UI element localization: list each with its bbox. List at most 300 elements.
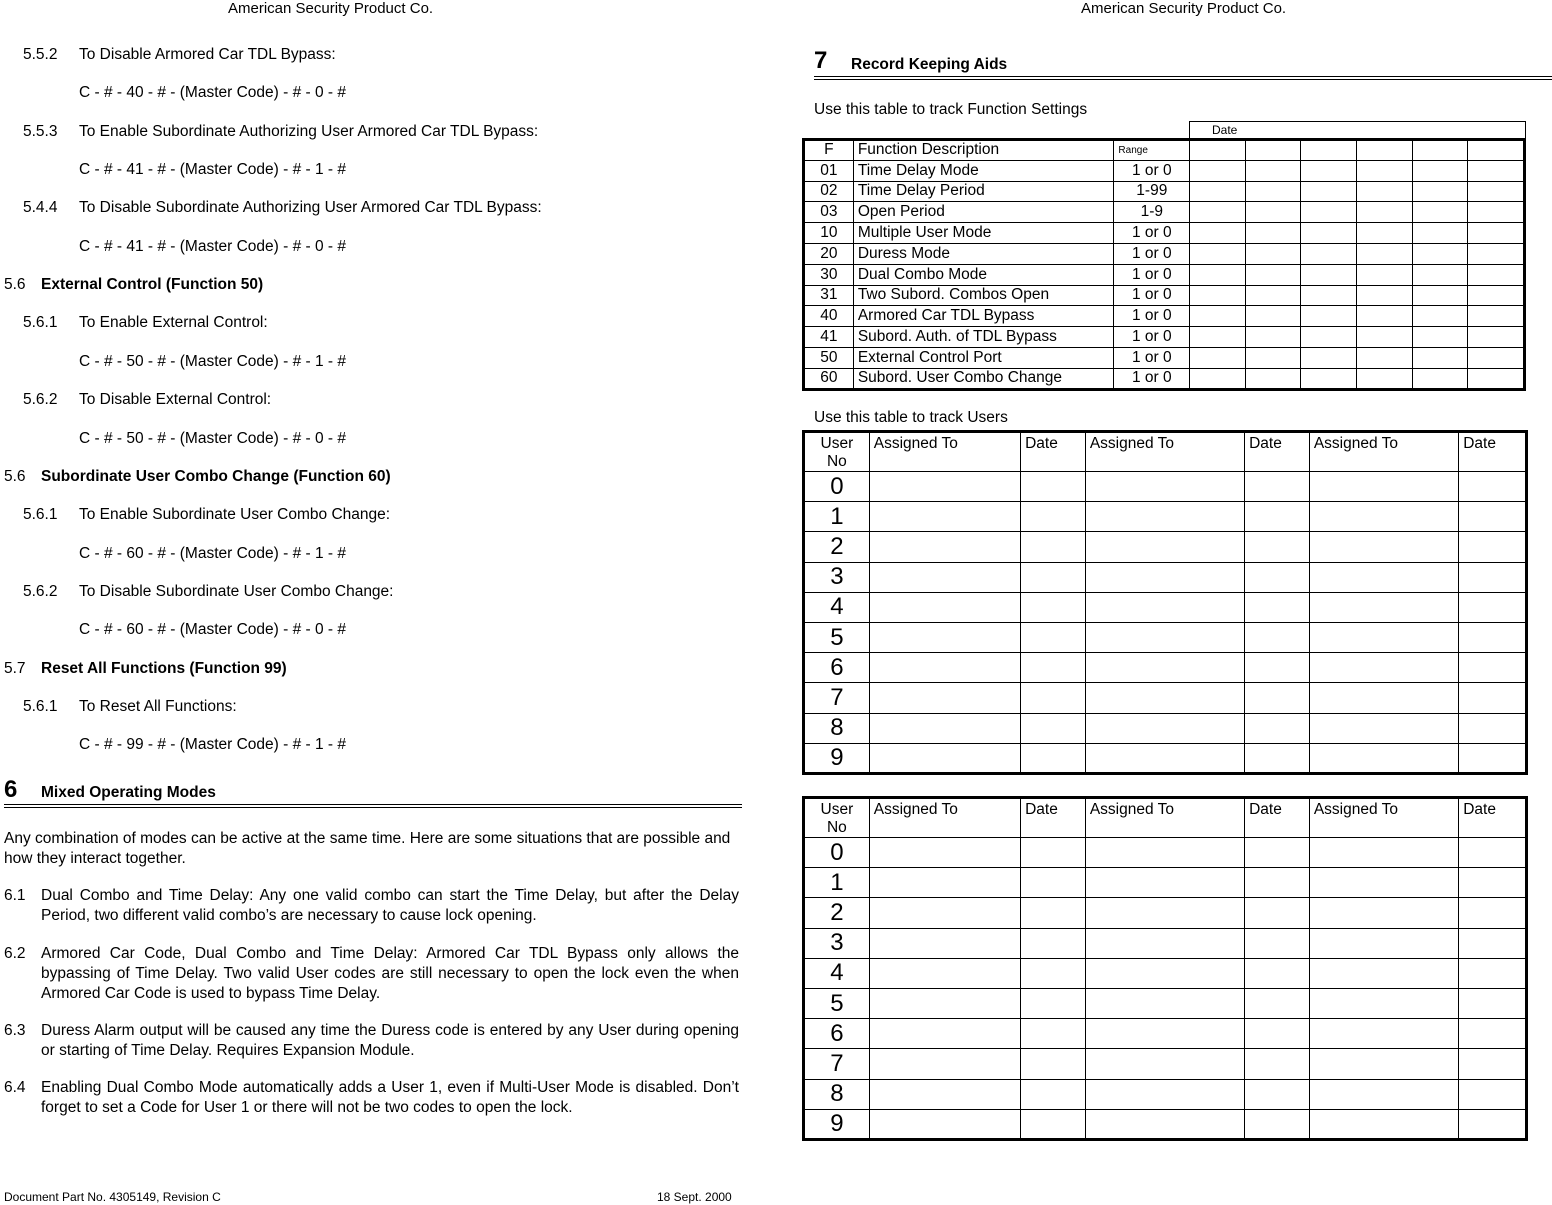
user-entry-cell[interactable] (1245, 1049, 1310, 1079)
user-row (804, 958, 1527, 988)
function-row (804, 285, 1525, 306)
function-setting-cell[interactable] (1245, 327, 1301, 348)
user-entry-cell[interactable] (1021, 868, 1086, 898)
user-entry-cell[interactable] (869, 713, 1020, 743)
user-number: 8 (804, 713, 870, 743)
function-setting-cell[interactable] (1357, 264, 1413, 285)
function-setting-cell[interactable] (1245, 202, 1301, 223)
function-date-cell[interactable] (1190, 140, 1246, 161)
function-setting-cell[interactable] (1412, 306, 1468, 327)
user-entry-cell[interactable] (1459, 898, 1527, 928)
user-entry-cell[interactable] (1085, 683, 1244, 713)
function-setting-cell[interactable] (1468, 160, 1525, 181)
user-entry-cell[interactable] (1459, 1079, 1527, 1109)
function-setting-cell[interactable] (1357, 202, 1413, 223)
section-6-number: 6 (4, 776, 18, 803)
right-page-header: American Security Product Co. (1081, 0, 1287, 17)
function-setting-cell[interactable] (1412, 223, 1468, 244)
user-row (804, 868, 1527, 898)
function-setting-cell[interactable] (1412, 202, 1468, 223)
user-entry-cell[interactable] (1245, 838, 1310, 868)
function-date-header: Date (1189, 121, 1526, 139)
user-row (804, 1079, 1527, 1109)
user-entry-cell[interactable] (1245, 988, 1310, 1018)
function-setting-cell[interactable] (1412, 243, 1468, 264)
user-entry-cell[interactable] (1309, 868, 1458, 898)
function-setting-cell[interactable] (1357, 285, 1413, 306)
users-table-caption: Use this table to track Users (814, 409, 1008, 426)
function-description: Subord. Auth. of TDL Bypass (853, 327, 1114, 348)
keypad-sequence: C - # - 99 - # - (Master Code) - # - 1 - # (79, 736, 347, 753)
user-entry-cell[interactable] (869, 928, 1020, 958)
user-entry-cell[interactable] (869, 1019, 1020, 1049)
mixed-mode-item-number: 6.2 (4, 945, 26, 962)
section-6-title: Mixed Operating Modes (41, 784, 216, 801)
user-entry-cell[interactable] (1245, 592, 1310, 622)
user-entry-cell[interactable] (1021, 988, 1086, 1018)
function-row (804, 327, 1525, 348)
function-description: Two Subord. Combos Open (853, 285, 1114, 306)
users-header-cell: Date (1021, 432, 1086, 472)
function-setting-cell[interactable] (1468, 327, 1525, 348)
user-entry-cell[interactable] (1459, 653, 1527, 683)
function-setting-cell[interactable] (1301, 306, 1357, 327)
subsection-number: 5.6 (4, 276, 26, 293)
step-text: To Disable Subordinate User Combo Change: (79, 583, 394, 600)
user-entry-cell[interactable] (1245, 562, 1310, 592)
function-setting-cell[interactable] (1245, 243, 1301, 264)
function-setting-cell[interactable] (1468, 285, 1525, 306)
function-setting-cell[interactable] (1412, 327, 1468, 348)
user-entry-cell[interactable] (1085, 898, 1244, 928)
step-text: To Reset All Functions: (79, 698, 237, 715)
user-number: 2 (804, 532, 870, 562)
user-entry-cell[interactable] (869, 838, 1020, 868)
function-setting-cell[interactable] (1357, 347, 1413, 368)
function-setting-cell[interactable] (1190, 264, 1246, 285)
function-description: Duress Mode (853, 243, 1114, 264)
user-entry-cell[interactable] (1459, 1049, 1527, 1079)
function-range: 1-99 (1114, 181, 1190, 202)
function-setting-cell[interactable] (1190, 202, 1246, 223)
function-setting-cell[interactable] (1412, 368, 1468, 389)
function-setting-cell[interactable] (1301, 264, 1357, 285)
user-entry-cell[interactable] (1021, 838, 1086, 868)
user-entry-cell[interactable] (869, 1109, 1020, 1139)
function-setting-cell[interactable] (1468, 202, 1525, 223)
function-setting-cell[interactable] (1245, 285, 1301, 306)
user-entry-cell[interactable] (1309, 1079, 1458, 1109)
user-entry-cell[interactable] (1245, 653, 1310, 683)
user-entry-cell[interactable] (1245, 683, 1310, 713)
step-number: 5.6.1 (23, 314, 58, 331)
user-entry-cell[interactable] (1021, 502, 1086, 532)
mixed-modes-intro: Any combination of modes can be active at the same time. Here are some situations that are possible and how they interact together. (4, 830, 731, 867)
function-setting-cell[interactable] (1245, 223, 1301, 244)
keypad-sequence: C - # - 50 - # - (Master Code) - # - 1 - # (79, 353, 347, 370)
function-setting-cell[interactable] (1468, 223, 1525, 244)
users-header-cell: Assigned To (869, 432, 1020, 472)
user-number: 0 (804, 838, 870, 868)
section-6-rule-bottom (4, 807, 742, 808)
step-number: 5.4.4 (23, 199, 58, 216)
function-date-cell[interactable] (1412, 140, 1468, 161)
user-entry-cell[interactable] (1309, 1109, 1458, 1139)
subsection-title: Reset All Functions (Function 99) (41, 660, 287, 677)
users-table-2 (802, 796, 1528, 1141)
user-entry-cell[interactable] (1085, 653, 1244, 683)
user-entry-cell[interactable] (1085, 928, 1244, 958)
user-row (804, 502, 1527, 532)
function-setting-cell[interactable] (1468, 243, 1525, 264)
function-setting-cell[interactable] (1190, 160, 1246, 181)
user-entry-cell[interactable] (1459, 1019, 1527, 1049)
function-range: 1 or 0 (1114, 264, 1190, 285)
users-header-cell: User No (804, 432, 870, 472)
user-entry-cell[interactable] (1459, 838, 1527, 868)
user-entry-cell[interactable] (1245, 928, 1310, 958)
user-row (804, 1109, 1527, 1139)
user-row (804, 622, 1527, 652)
user-entry-cell[interactable] (1245, 532, 1310, 562)
user-entry-cell[interactable] (1309, 502, 1458, 532)
user-entry-cell[interactable] (1245, 502, 1310, 532)
user-number: 2 (804, 898, 870, 928)
user-entry-cell[interactable] (1085, 622, 1244, 652)
user-entry-cell[interactable] (1245, 622, 1310, 652)
user-entry-cell[interactable] (1459, 868, 1527, 898)
user-entry-cell[interactable] (869, 592, 1020, 622)
section-7-number: 7 (814, 47, 828, 74)
function-settings-table (802, 138, 1526, 391)
user-entry-cell[interactable] (1459, 472, 1527, 502)
function-date-cell[interactable] (1245, 140, 1301, 161)
function-number: 30 (804, 264, 854, 285)
function-setting-cell[interactable] (1245, 181, 1301, 202)
user-entry-cell[interactable] (1309, 713, 1458, 743)
step-number: 5.6.2 (23, 583, 58, 600)
function-setting-cell[interactable] (1468, 368, 1525, 389)
user-entry-cell[interactable] (1085, 1019, 1244, 1049)
user-entry-cell[interactable] (1085, 713, 1244, 743)
user-entry-cell[interactable] (1021, 713, 1086, 743)
users-header-cell: Date (1459, 798, 1527, 838)
user-entry-cell[interactable] (1245, 472, 1310, 502)
user-entry-cell[interactable] (1085, 1049, 1244, 1079)
user-entry-cell[interactable] (869, 472, 1020, 502)
user-entry-cell[interactable] (1021, 622, 1086, 652)
user-row (804, 743, 1527, 773)
user-entry-cell[interactable] (1309, 838, 1458, 868)
user-entry-cell[interactable] (1085, 502, 1244, 532)
user-row (804, 1019, 1527, 1049)
function-row (804, 243, 1525, 264)
user-entry-cell[interactable] (1245, 1079, 1310, 1109)
function-range: 1 or 0 (1114, 347, 1190, 368)
step-text: To Enable Subordinate Authorizing User Armored Car TDL Bypass: (79, 123, 539, 140)
function-setting-cell[interactable] (1412, 181, 1468, 202)
function-number: 50 (804, 347, 854, 368)
user-entry-cell[interactable] (1459, 743, 1527, 773)
user-entry-cell[interactable] (1245, 898, 1310, 928)
user-entry-cell[interactable] (1309, 928, 1458, 958)
user-entry-cell[interactable] (1085, 743, 1244, 773)
user-entry-cell[interactable] (1021, 532, 1086, 562)
function-number: 41 (804, 327, 854, 348)
section-6-rule-top (4, 804, 742, 805)
keypad-sequence: C - # - 50 - # - (Master Code) - # - 0 - # (79, 430, 347, 447)
users-table-1 (802, 430, 1528, 775)
user-entry-cell[interactable] (1021, 683, 1086, 713)
function-setting-cell[interactable] (1412, 264, 1468, 285)
user-entry-cell[interactable] (869, 532, 1020, 562)
function-setting-cell[interactable] (1301, 202, 1357, 223)
function-setting-cell[interactable] (1301, 285, 1357, 306)
section-7-title: Record Keeping Aids (851, 56, 1008, 73)
users-header-cell: Date (1245, 798, 1310, 838)
user-entry-cell[interactable] (1245, 743, 1310, 773)
function-number: 60 (804, 368, 854, 389)
user-entry-cell[interactable] (1459, 1109, 1527, 1139)
user-entry-cell[interactable] (1309, 683, 1458, 713)
mixed-mode-item-number: 6.1 (4, 887, 26, 904)
user-entry-cell[interactable] (1245, 1109, 1310, 1139)
user-entry-cell[interactable] (1309, 1019, 1458, 1049)
user-number: 7 (804, 683, 870, 713)
user-entry-cell[interactable] (1085, 562, 1244, 592)
user-entry-cell[interactable] (1021, 958, 1086, 988)
function-setting-cell[interactable] (1412, 285, 1468, 306)
function-setting-cell[interactable] (1357, 160, 1413, 181)
keypad-sequence: C - # - 60 - # - (Master Code) - # - 0 - # (79, 621, 347, 638)
user-entry-cell[interactable] (1459, 622, 1527, 652)
user-entry-cell[interactable] (1021, 743, 1086, 773)
user-entry-cell[interactable] (1309, 743, 1458, 773)
function-row (804, 368, 1525, 389)
subsection-title: External Control (Function 50) (41, 276, 264, 293)
function-setting-cell[interactable] (1468, 347, 1525, 368)
user-entry-cell[interactable] (1085, 532, 1244, 562)
function-setting-cell[interactable] (1468, 181, 1525, 202)
user-entry-cell[interactable] (1021, 1049, 1086, 1079)
user-number: 0 (804, 472, 870, 502)
function-range: 1 or 0 (1114, 160, 1190, 181)
user-entry-cell[interactable] (1085, 988, 1244, 1018)
user-number: 8 (804, 1079, 870, 1109)
user-entry-cell[interactable] (1309, 988, 1458, 1018)
function-range: 1 or 0 (1114, 306, 1190, 327)
section-7-rule-bottom (814, 79, 1552, 80)
user-entry-cell[interactable] (1309, 1049, 1458, 1079)
user-entry-cell[interactable] (1021, 898, 1086, 928)
function-setting-cell[interactable] (1190, 223, 1246, 244)
user-entry-cell[interactable] (1309, 532, 1458, 562)
user-entry-cell[interactable] (1085, 592, 1244, 622)
function-setting-cell[interactable] (1357, 223, 1413, 244)
user-row (804, 592, 1527, 622)
subsection-title: Subordinate User Combo Change (Function 60) (41, 468, 391, 485)
keypad-sequence: C - # - 41 - # - (Master Code) - # - 0 - # (79, 238, 347, 255)
function-setting-cell[interactable] (1468, 264, 1525, 285)
user-entry-cell[interactable] (869, 743, 1020, 773)
function-row (804, 160, 1525, 181)
user-entry-cell[interactable] (1245, 1019, 1310, 1049)
user-entry-cell[interactable] (1021, 1079, 1086, 1109)
user-entry-cell[interactable] (869, 622, 1020, 652)
function-setting-cell[interactable] (1245, 306, 1301, 327)
user-entry-cell[interactable] (1085, 868, 1244, 898)
user-entry-cell[interactable] (869, 988, 1020, 1018)
user-number: 6 (804, 653, 870, 683)
user-entry-cell[interactable] (869, 653, 1020, 683)
function-header-range: Range (1114, 140, 1190, 161)
keypad-sequence: C - # - 41 - # - (Master Code) - # - 1 - # (79, 161, 347, 178)
user-entry-cell[interactable] (1021, 928, 1086, 958)
function-setting-cell[interactable] (1468, 306, 1525, 327)
user-entry-cell[interactable] (1459, 988, 1527, 1018)
function-number: 02 (804, 181, 854, 202)
function-setting-cell[interactable] (1301, 327, 1357, 348)
function-description: Time Delay Period (853, 181, 1114, 202)
step-text: To Enable Subordinate User Combo Change: (79, 506, 391, 523)
function-row (804, 306, 1525, 327)
function-setting-cell[interactable] (1301, 347, 1357, 368)
user-entry-cell[interactable] (1245, 713, 1310, 743)
user-entry-cell[interactable] (1021, 472, 1086, 502)
function-date-cell[interactable] (1301, 140, 1357, 161)
user-entry-cell[interactable] (1021, 1019, 1086, 1049)
users-header-cell: Assigned To (869, 798, 1020, 838)
user-entry-cell[interactable] (869, 502, 1020, 532)
step-number: 5.6.2 (23, 391, 58, 408)
user-entry-cell[interactable] (1085, 1109, 1244, 1139)
subsection-number: 5.6 (4, 468, 26, 485)
user-entry-cell[interactable] (1459, 592, 1527, 622)
user-row (804, 562, 1527, 592)
users-header-cell: Assigned To (1085, 432, 1244, 472)
function-setting-cell[interactable] (1301, 368, 1357, 389)
user-number: 3 (804, 562, 870, 592)
function-date-cell[interactable] (1468, 140, 1525, 161)
function-row (804, 202, 1525, 223)
function-setting-cell[interactable] (1190, 285, 1246, 306)
function-setting-cell[interactable] (1357, 243, 1413, 264)
function-setting-cell[interactable] (1357, 327, 1413, 348)
users-header-cell: User No (804, 798, 870, 838)
user-entry-cell[interactable] (1309, 898, 1458, 928)
mixed-mode-item-text: Enabling Dual Combo Mode automatically adds a User 1, even if Multi-User Mode is disabled. Don’t forget to set a Code for User 1 or there will not be two codes to open the lock. (41, 1079, 739, 1116)
function-setting-cell[interactable] (1190, 181, 1246, 202)
user-number: 7 (804, 1049, 870, 1079)
user-entry-cell[interactable] (869, 898, 1020, 928)
user-entry-cell[interactable] (1309, 653, 1458, 683)
function-setting-cell[interactable] (1412, 347, 1468, 368)
users-header-cell: Assigned To (1085, 798, 1244, 838)
function-setting-cell[interactable] (1190, 327, 1246, 348)
user-entry-cell[interactable] (1245, 868, 1310, 898)
function-description: Open Period (853, 202, 1114, 223)
function-row (804, 181, 1525, 202)
function-setting-cell[interactable] (1245, 368, 1301, 389)
user-entry-cell[interactable] (1309, 622, 1458, 652)
user-entry-cell[interactable] (869, 562, 1020, 592)
user-entry-cell[interactable] (1309, 958, 1458, 988)
function-setting-cell[interactable] (1357, 306, 1413, 327)
user-number: 4 (804, 958, 870, 988)
function-setting-cell[interactable] (1357, 368, 1413, 389)
user-entry-cell[interactable] (1459, 683, 1527, 713)
user-entry-cell[interactable] (1085, 838, 1244, 868)
function-date-cell[interactable] (1357, 140, 1413, 161)
user-entry-cell[interactable] (1309, 472, 1458, 502)
user-entry-cell[interactable] (1085, 1079, 1244, 1109)
user-number: 3 (804, 928, 870, 958)
user-entry-cell[interactable] (1309, 592, 1458, 622)
user-entry-cell[interactable] (1459, 928, 1527, 958)
user-entry-cell[interactable] (1309, 562, 1458, 592)
user-number: 1 (804, 502, 870, 532)
user-row (804, 532, 1527, 562)
user-row (804, 838, 1527, 868)
function-range: 1 or 0 (1114, 368, 1190, 389)
function-row (804, 347, 1525, 368)
user-entry-cell[interactable] (869, 868, 1020, 898)
user-entry-cell[interactable] (1459, 532, 1527, 562)
function-setting-cell[interactable] (1190, 306, 1246, 327)
user-entry-cell[interactable] (1085, 958, 1244, 988)
user-entry-cell[interactable] (1459, 502, 1527, 532)
function-description: External Control Port (853, 347, 1114, 368)
user-entry-cell[interactable] (869, 683, 1020, 713)
left-page-header: American Security Product Co. (228, 0, 434, 17)
users-header-cell: Assigned To (1309, 798, 1458, 838)
function-setting-cell[interactable] (1301, 223, 1357, 244)
function-setting-cell[interactable] (1357, 181, 1413, 202)
function-setting-cell[interactable] (1245, 347, 1301, 368)
function-setting-cell[interactable] (1190, 368, 1246, 389)
user-entry-cell[interactable] (1245, 958, 1310, 988)
function-setting-cell[interactable] (1301, 243, 1357, 264)
keypad-sequence: C - # - 60 - # - (Master Code) - # - 1 - # (79, 545, 347, 562)
function-setting-cell[interactable] (1301, 181, 1357, 202)
footer-date: 18 Sept. 2000 (657, 1190, 732, 1204)
user-entry-cell[interactable] (1459, 562, 1527, 592)
function-setting-cell[interactable] (1301, 160, 1357, 181)
function-setting-cell[interactable] (1245, 160, 1301, 181)
user-entry-cell[interactable] (869, 958, 1020, 988)
function-range: 1 or 0 (1114, 327, 1190, 348)
function-setting-cell[interactable] (1245, 264, 1301, 285)
user-entry-cell[interactable] (1459, 713, 1527, 743)
user-row (804, 898, 1527, 928)
user-entry-cell[interactable] (869, 1049, 1020, 1079)
function-setting-cell[interactable] (1190, 347, 1246, 368)
function-header-description: Function Description (853, 140, 1114, 161)
user-entry-cell[interactable] (1021, 562, 1086, 592)
function-setting-cell[interactable] (1190, 243, 1246, 264)
function-header-f: F (804, 140, 854, 161)
user-entry-cell[interactable] (1021, 592, 1086, 622)
function-setting-cell[interactable] (1412, 160, 1468, 181)
function-description: Dual Combo Mode (853, 264, 1114, 285)
mixed-mode-item-number: 6.4 (4, 1079, 26, 1096)
user-entry-cell[interactable] (1021, 653, 1086, 683)
user-entry-cell[interactable] (1021, 1109, 1086, 1139)
user-entry-cell[interactable] (869, 1079, 1020, 1109)
mixed-mode-item-number: 6.3 (4, 1022, 26, 1039)
user-entry-cell[interactable] (1085, 472, 1244, 502)
user-entry-cell[interactable] (1459, 958, 1527, 988)
